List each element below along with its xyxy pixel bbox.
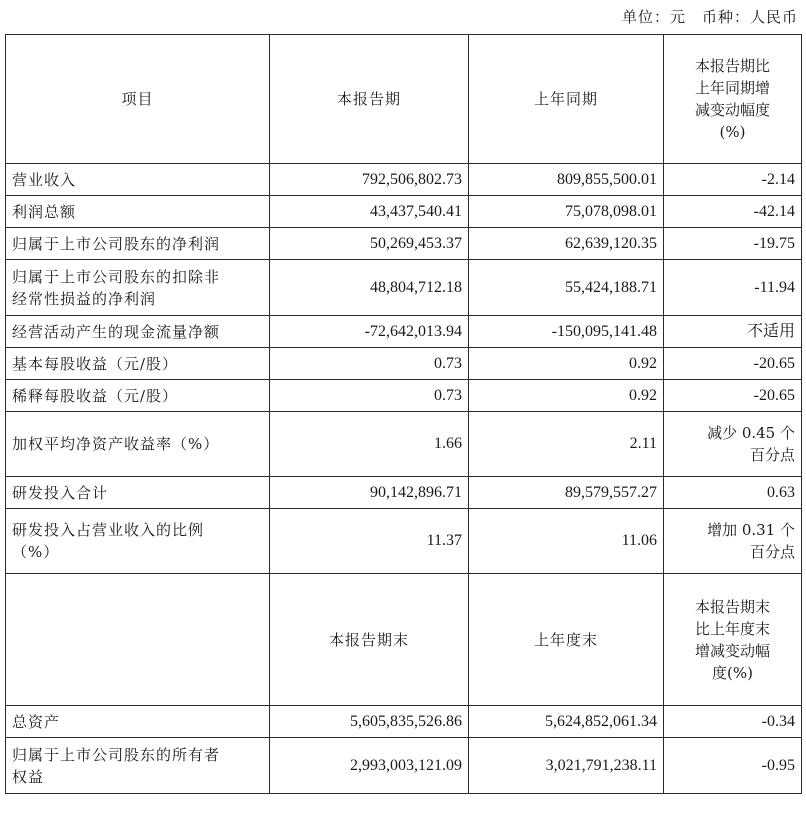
row-label: 营业收入 (6, 164, 270, 196)
table-row (6, 477, 802, 509)
row-prior: 5,624,852,061.34 (469, 706, 664, 738)
row-prior: 3,021,791,238.11 (469, 738, 664, 794)
row-prior: 809,855,500.01 (469, 164, 664, 196)
row-change: 0.63 (664, 477, 802, 509)
row-prior: -150,095,141.48 (469, 316, 664, 348)
table-subheader-row (6, 574, 802, 706)
row-current: 2,993,003,121.09 (270, 738, 469, 794)
row-current: 50,269,453.37 (270, 228, 469, 260)
row-change: -19.75 (664, 228, 802, 260)
row-change: 不适用 (664, 316, 802, 348)
row-label: 稀释每股收益（元/股） (6, 380, 270, 412)
table-row (6, 509, 802, 574)
row-current: 90,142,896.71 (270, 477, 469, 509)
subheader-prior-year-end: 上年度末 (469, 574, 664, 706)
row-prior: 2.11 (469, 412, 664, 477)
row-change: 增加 0.31 个 百分点 (664, 509, 802, 574)
header-prior-period: 上年同期 (469, 35, 664, 164)
row-prior: 0.92 (469, 348, 664, 380)
row-current: 0.73 (270, 348, 469, 380)
row-current: 0.73 (270, 380, 469, 412)
header-item: 项目 (6, 35, 270, 164)
subheader-change-pct: 本报告期末 比上年度末 增减变动幅 度(%) (664, 574, 802, 706)
row-prior: 62,639,120.35 (469, 228, 664, 260)
row-change: -2.14 (664, 164, 802, 196)
table-row (6, 228, 802, 260)
table-row (6, 706, 802, 738)
row-change: -42.14 (664, 196, 802, 228)
table-row (6, 196, 802, 228)
row-current: 792,506,802.73 (270, 164, 469, 196)
row-label: 利润总额 (6, 196, 270, 228)
subheader-empty (6, 574, 270, 706)
row-label: 经营活动产生的现金流量净额 (6, 316, 270, 348)
row-prior: 11.06 (469, 509, 664, 574)
row-label: 研发投入占营业收入的比例 （%） (6, 509, 270, 574)
header-change-pct: 本报告期比 上年同期增 减变动幅度 (%) (664, 35, 802, 164)
row-current: 43,437,540.41 (270, 196, 469, 228)
row-current: 11.37 (270, 509, 469, 574)
row-label: 研发投入合计 (6, 477, 270, 509)
row-current: -72,642,013.94 (270, 316, 469, 348)
row-change: -0.95 (664, 738, 802, 794)
row-current: 48,804,712.18 (270, 260, 469, 316)
table-row (6, 348, 802, 380)
row-change: -0.34 (664, 706, 802, 738)
row-prior: 55,424,188.71 (469, 260, 664, 316)
table-row (6, 260, 802, 316)
row-label: 归属于上市公司股东的所有者 权益 (6, 738, 270, 794)
row-prior: 0.92 (469, 380, 664, 412)
row-change: -20.65 (664, 380, 802, 412)
row-label: 加权平均净资产收益率（%） (6, 412, 270, 477)
subheader-period-end: 本报告期末 (270, 574, 469, 706)
table-row (6, 738, 802, 794)
row-change: -20.65 (664, 348, 802, 380)
table-row (6, 164, 802, 196)
row-label: 归属于上市公司股东的扣除非 经常性损益的净利润 (6, 260, 270, 316)
row-change: -11.94 (664, 260, 802, 316)
row-prior: 75,078,098.01 (469, 196, 664, 228)
row-change: 减少 0.45 个 百分点 (664, 412, 802, 477)
row-label: 总资产 (6, 706, 270, 738)
table-header-row (6, 35, 802, 164)
row-current: 5,605,835,526.86 (270, 706, 469, 738)
table-row (6, 412, 802, 477)
header-current-period: 本报告期 (270, 35, 469, 164)
row-prior: 89,579,557.27 (469, 477, 664, 509)
financial-summary-table (5, 34, 802, 794)
row-label: 基本每股收益（元/股） (6, 348, 270, 380)
unit-currency-note: 单位：元 币种：人民币 (621, 8, 798, 26)
row-label: 归属于上市公司股东的净利润 (6, 228, 270, 260)
row-current: 1.66 (270, 412, 469, 477)
table-row (6, 316, 802, 348)
table-row (6, 380, 802, 412)
